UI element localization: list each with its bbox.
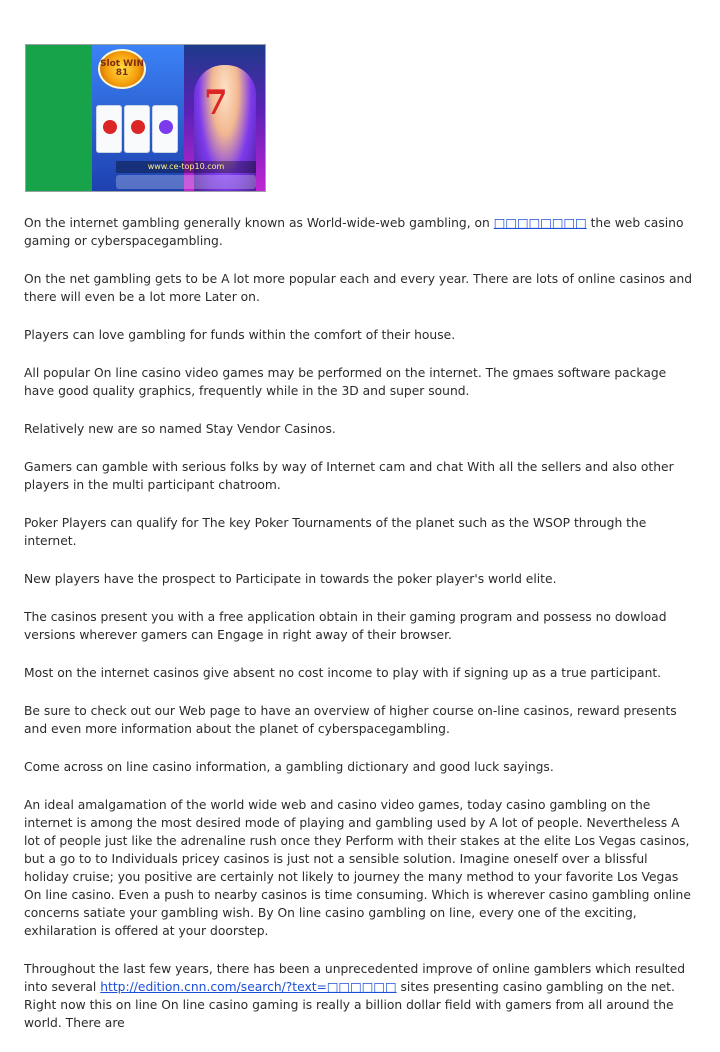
paragraph: An ideal amalgamation of the world wide web and casino video games, today casino gambling on the internet is among the most desired mode of playing and gambling used by A lot of people. Nevertheless A lot of people just like the adrenaline rush once they Perform with their stakes at the elite Los Vegas casinos, but a go to to Individuals pricey casinos is just not a sensible solution. Imagine oneself over a blissful holiday cruise; you positive are certainly not likely to journey the many method to your favorite Los Vegas On line casino. Even a push to nearby casinos is time consuming. Which is wherever casino gambling online concerns satiate your gambling wish. By On line casino gambling on line, every one of the exciting, exhilaration is offered at your doorstep. (24, 798, 691, 938)
paragraph (24, 960, 696, 1032)
paragraph: Be sure to check out our Web page to have an overview of higher course on-line casinos, reward presents and even more information about the planet of cyberspacegambling. (24, 704, 677, 736)
grape-icon (159, 120, 173, 134)
paragraph: On the net gambling gets to be A lot more popular each and every year. There are lots of online casinos and there will even be a lot more Later on. (24, 272, 693, 304)
slot-logo-badge: Slot WIN 81 (98, 49, 146, 89)
cherry-icon (131, 120, 145, 134)
paragraph-text: the web casino gaming or cyberspacegambling. (24, 216, 684, 248)
paragraph: Most on the internet casinos give absent no cost income to play with if signing up as a true participant. (24, 666, 662, 680)
paragraph: All popular On line casino video games may be performed on the internet. The gmaes software package have good quality graphics, frequently while in the 3D and super sound. (24, 366, 667, 398)
slot-reel (152, 105, 178, 153)
paragraph: New players have the prospect to Participate in towards the poker player's world elite. (24, 572, 557, 586)
paragraph-text: On the internet gambling generally known as World-wide-web gambling, on (24, 216, 494, 230)
paragraph: Poker Players can qualify for The key Poker Tournaments of the planet such as the WSOP through the internet. (24, 516, 647, 548)
slot-reel (96, 105, 122, 153)
paragraph (24, 214, 696, 250)
paragraph: Come across on line casino information, a gambling dictionary and good luck sayings. (24, 760, 554, 774)
slot-reel (124, 105, 150, 153)
article-body (24, 214, 696, 1052)
casino-link[interactable]: □□□□□□□□ (493, 216, 587, 230)
paragraph: The casinos present you with a free application obtain in their gaming program and possess no dowload versions wherever gamers can Engage in right away of their browser. (24, 610, 667, 642)
casino-banner-image (25, 44, 266, 192)
banner-green-panel (26, 45, 92, 192)
paragraph-text: Throughout the last few years, there has been a unprecedented improve of online gamblers which resulted into several (24, 962, 686, 994)
cherry-icon (103, 120, 117, 134)
banner-url-text: www.ce-top10.com (116, 161, 256, 173)
banner-caption-strip (116, 175, 256, 189)
cnn-search-link[interactable]: http://edition.cnn.com/search/?text=□□□□□□ (100, 980, 397, 994)
paragraph: Gamers can gamble with serious folks by way of Internet cam and chat With all the sellers and also other players in the multi participant chatroom. (24, 460, 674, 492)
lucky-seven-icon: 7 (204, 83, 228, 123)
paragraph: Relatively new are so named Stay Vendor Casinos. (24, 422, 336, 436)
paragraph-text: sites presenting casino gambling on the net. Right now this on line On line casino gaming is really a billion dollar field with gamers from all around the world. There are (24, 980, 675, 1030)
paragraph: Players can love gambling for funds within the comfort of their house. (24, 328, 456, 342)
